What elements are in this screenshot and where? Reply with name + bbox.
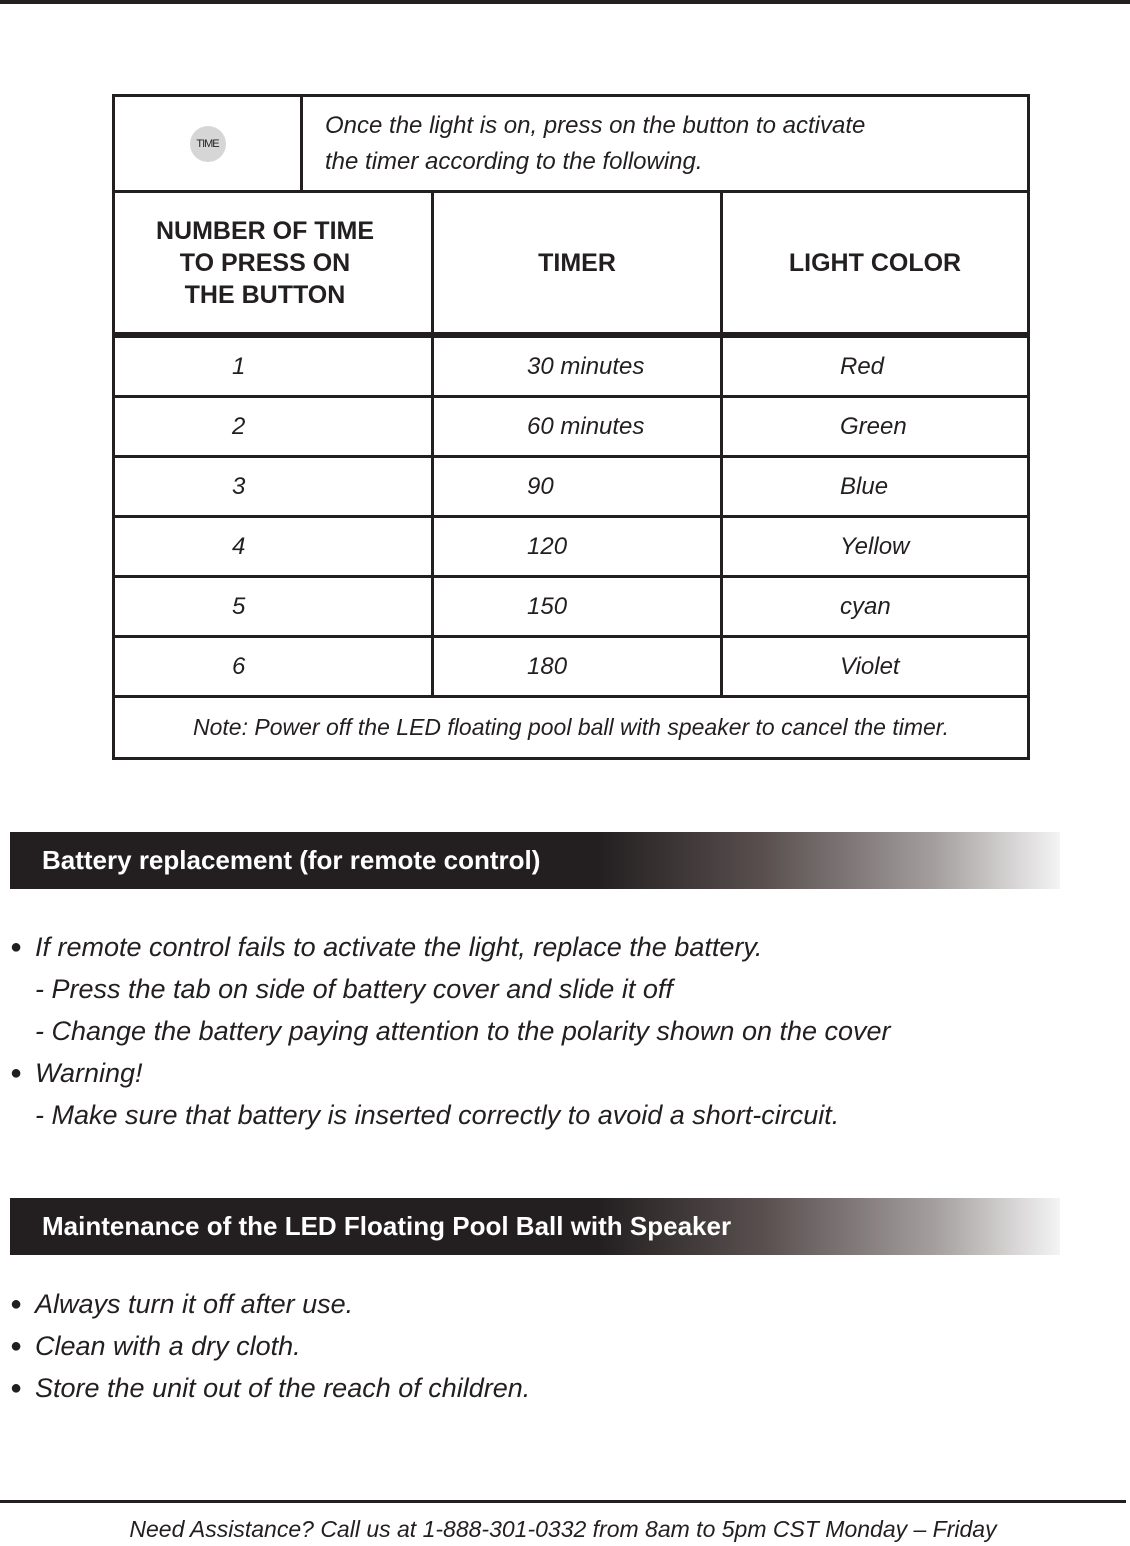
time-button-cell xyxy=(112,94,303,193)
list-subitem xyxy=(10,1094,891,1136)
table-cell-timer: 120 xyxy=(431,515,723,578)
time-button-icon: TIME xyxy=(190,126,226,162)
list-item-text: Store the unit out of the reach of children. xyxy=(35,1373,531,1403)
list-item xyxy=(10,1283,530,1325)
table-cell-timer: 30 minutes xyxy=(431,335,723,398)
table-cell-presses: 6 xyxy=(112,635,434,698)
table-cell-color: Red xyxy=(720,335,1030,398)
table-cell-timer: 180 xyxy=(431,635,723,698)
table-cell-color: Blue xyxy=(720,455,1030,518)
bullet-icon: ● xyxy=(10,1335,23,1357)
table-cell-presses: 3 xyxy=(112,455,434,518)
list-item-text: If remote control fails to activate the light, replace the battery. xyxy=(35,932,763,962)
table-cell-color: Green xyxy=(720,395,1030,458)
header-light-color-label: LIGHT COLOR xyxy=(788,248,962,277)
intro-text xyxy=(325,108,865,180)
footer-divider xyxy=(0,1500,1126,1503)
header-light-color xyxy=(720,190,1030,335)
table-note: Note: Power off the LED floating pool ball with speaker to cancel the timer. xyxy=(112,695,1030,760)
header-press-count-label: NUMBER OF TIME TO PRESS ON THE BUTTON xyxy=(155,216,375,309)
battery-instructions xyxy=(10,926,891,1136)
table-cell-timer: 60 minutes xyxy=(431,395,723,458)
header-timer-label: TIMER xyxy=(538,248,616,277)
table-cell-presses: 4 xyxy=(112,515,434,578)
table-cell-presses: 5 xyxy=(112,575,434,638)
bullet-icon: ● xyxy=(10,1062,23,1084)
table-cell-color: cyan xyxy=(720,575,1030,638)
top-divider xyxy=(0,0,1130,4)
list-item xyxy=(10,1325,530,1367)
bullet-icon: ● xyxy=(10,1377,23,1399)
table-cell-color: Yellow xyxy=(720,515,1030,578)
maintenance-section-heading xyxy=(10,1198,1060,1255)
header-press-count xyxy=(112,190,434,335)
list-item-text: - Press the tab on side of battery cover and slide it off xyxy=(35,974,673,1004)
table-cell-timer: 90 xyxy=(431,455,723,518)
table-cell-presses: 2 xyxy=(112,395,434,458)
battery-section-heading xyxy=(10,832,1060,889)
table-cell-color: Violet xyxy=(720,635,1030,698)
maintenance-instructions xyxy=(10,1283,530,1409)
maintenance-section-title: Maintenance of the LED Floating Pool Ball with Speaker xyxy=(42,1211,732,1241)
list-item xyxy=(10,1367,530,1409)
intro-line: Once the light is on, press on the button to activate xyxy=(325,111,866,139)
bullet-icon: ● xyxy=(10,1293,23,1315)
list-item xyxy=(10,1052,891,1094)
list-item-text: Warning! xyxy=(35,1058,143,1088)
footer-support-text: Need Assistance? Call us at 1-888-301-0332 from 8am to 5pm CST Monday – Friday xyxy=(129,1516,997,1542)
list-subitem xyxy=(10,968,891,1010)
list-item-text: Clean with a dry cloth. xyxy=(35,1331,301,1361)
intro-cell xyxy=(300,94,1030,193)
list-subitem xyxy=(10,1010,891,1052)
list-item-text: - Change the battery paying attention to the polarity shown on the cover xyxy=(35,1016,891,1046)
intro-line: the timer according to the following. xyxy=(325,147,703,175)
header-timer xyxy=(431,190,723,335)
list-item-text: Always turn it off after use. xyxy=(35,1289,354,1319)
list-item xyxy=(10,926,891,968)
battery-section-title: Battery replacement (for remote control) xyxy=(42,845,541,875)
bullet-icon: ● xyxy=(10,936,23,958)
table-cell-timer: 150 xyxy=(431,575,723,638)
timer-table xyxy=(112,94,1030,760)
table-cell-presses: 1 xyxy=(112,335,434,398)
list-item-text: - Make sure that battery is inserted correctly to avoid a short-circuit. xyxy=(35,1100,840,1130)
